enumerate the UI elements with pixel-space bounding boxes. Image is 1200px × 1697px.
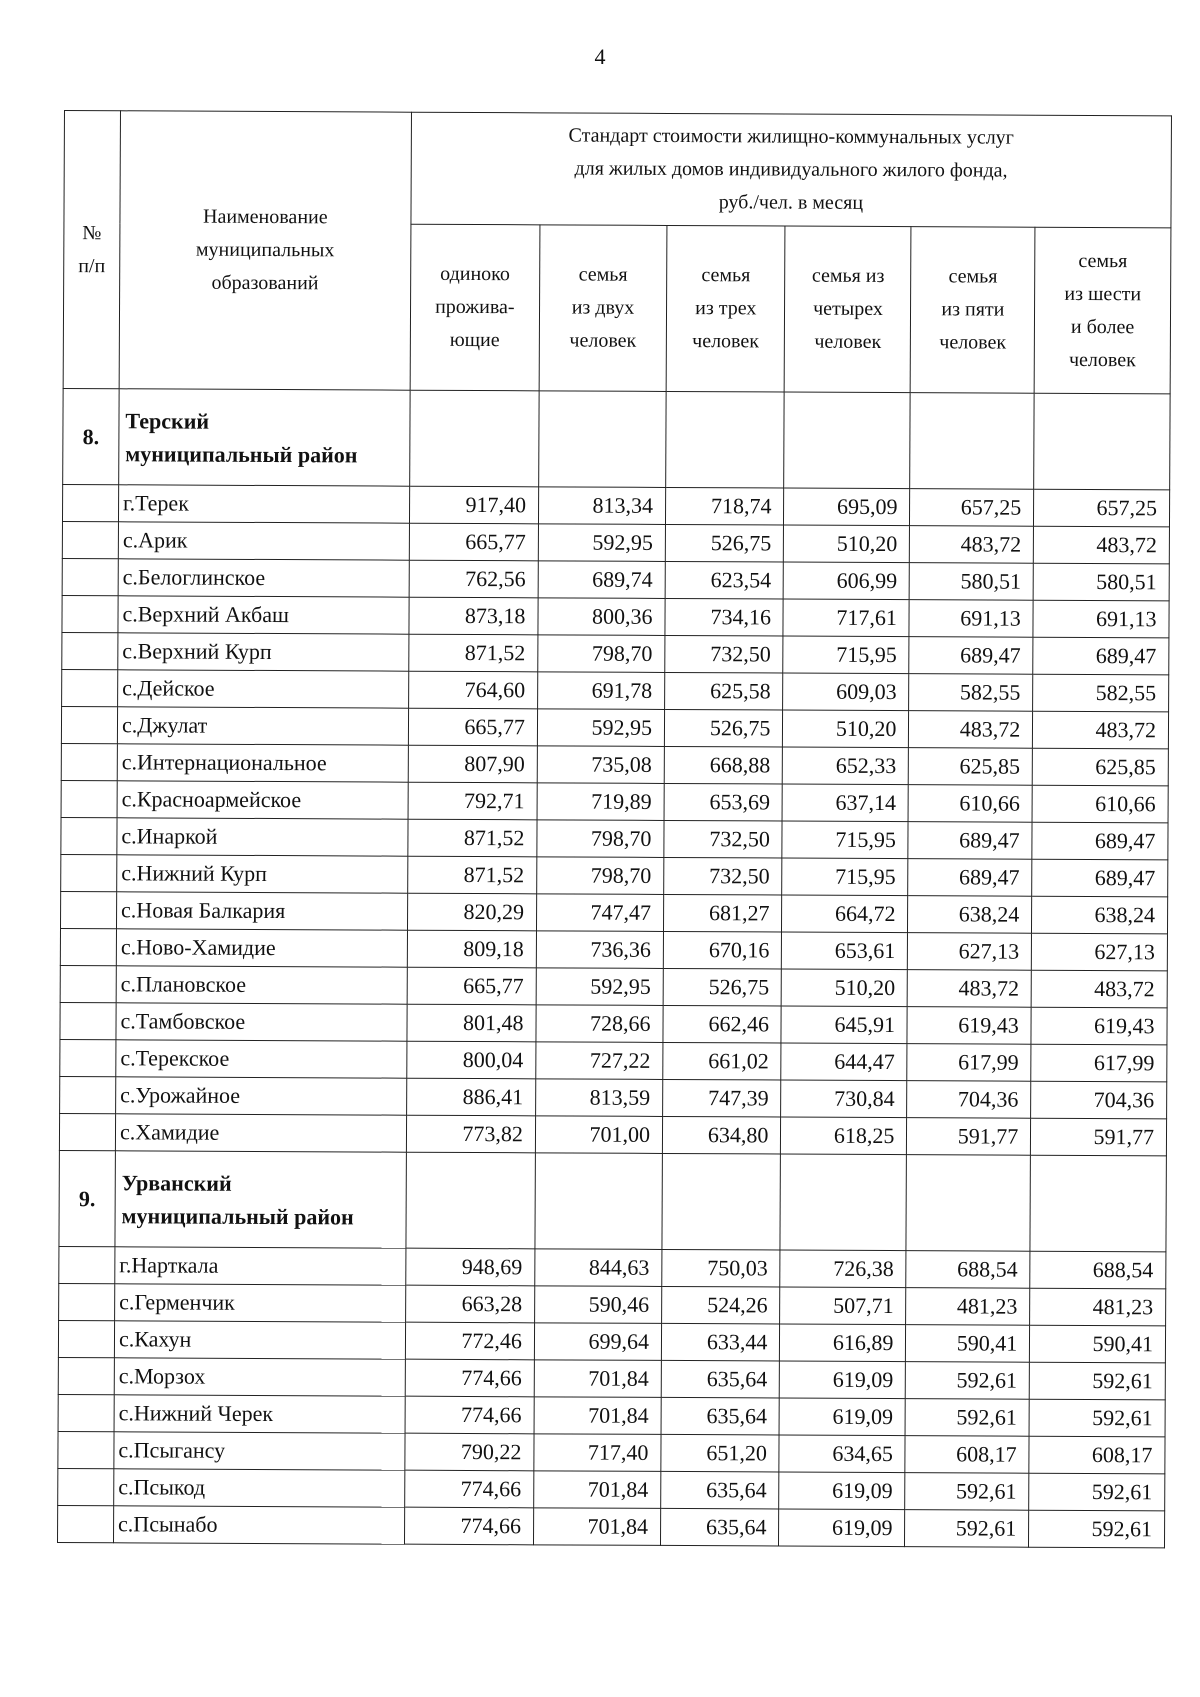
- row-number-cell: [62, 558, 118, 595]
- table-row: [60, 1039, 1167, 1081]
- row-number-cell: [61, 780, 117, 817]
- cost-value: 871,52: [408, 634, 537, 672]
- settlement-name: с.Верхний Акбаш: [118, 596, 409, 634]
- cost-value: 619,43: [907, 1007, 1031, 1045]
- table-row: [59, 1246, 1166, 1288]
- group-title: Терский муниципальный район: [119, 389, 410, 486]
- table-header: [63, 111, 1171, 394]
- row-number-cell: [61, 854, 117, 891]
- cost-value: 619,09: [779, 1398, 905, 1436]
- row-number-cell: [58, 1468, 114, 1505]
- document-sheet: [57, 110, 1172, 1548]
- cost-value: 701,84: [533, 1508, 660, 1546]
- cost-value: 634,80: [662, 1116, 781, 1154]
- cost-value: 704,36: [1031, 1081, 1167, 1119]
- table-row: [59, 1113, 1166, 1155]
- settlement-name: с.Плановское: [116, 966, 407, 1004]
- table-row: [60, 1002, 1167, 1044]
- cost-value: 701,84: [534, 1397, 661, 1435]
- cost-value: 873,18: [409, 597, 538, 635]
- table-row: [62, 484, 1169, 526]
- cost-value: 483,72: [1031, 970, 1167, 1008]
- cost-value: 772,46: [405, 1322, 534, 1360]
- header-col-six: семья из шести и более человек: [1034, 227, 1171, 394]
- cost-value: 728,66: [536, 1005, 663, 1043]
- cost-value: 580,51: [910, 563, 1034, 601]
- cost-value: 657,25: [910, 489, 1034, 527]
- cost-value: 704,36: [907, 1081, 1031, 1119]
- table-row: [61, 891, 1168, 933]
- cost-value: 871,52: [407, 856, 536, 894]
- cost-value: 619,09: [779, 1472, 905, 1510]
- settlement-name: с.Тамбовское: [116, 1003, 407, 1041]
- cost-value: 730,84: [781, 1080, 907, 1118]
- group-empty-cell: [780, 1154, 906, 1251]
- table-row: [60, 965, 1167, 1007]
- cost-value: 481,23: [906, 1288, 1030, 1326]
- group-number: 9.: [59, 1150, 115, 1246]
- settlement-name: с.Герменчик: [115, 1284, 406, 1322]
- cost-value: 592,95: [537, 709, 664, 747]
- table-row: [57, 1505, 1164, 1547]
- cost-value: 886,41: [406, 1078, 535, 1116]
- cost-value: 813,34: [538, 487, 665, 525]
- cost-value: 701,84: [534, 1471, 661, 1509]
- table-row: [62, 632, 1169, 674]
- cost-value: 483,72: [909, 711, 1033, 749]
- cost-value: 526,75: [665, 524, 784, 562]
- row-number-cell: [62, 484, 118, 521]
- cost-value: 798,70: [538, 635, 665, 673]
- group-number: 8.: [63, 388, 119, 484]
- cost-value: 510,20: [783, 710, 909, 748]
- cost-value: 633,44: [661, 1323, 780, 1361]
- cost-value: 637,14: [782, 784, 908, 822]
- cost-value: 592,61: [905, 1473, 1029, 1511]
- cost-value: 718,74: [665, 487, 784, 525]
- cost-value: 691,13: [909, 600, 1033, 638]
- group-empty-cell: [906, 1155, 1030, 1252]
- cost-value: 635,64: [660, 1508, 779, 1546]
- cost-value: 665,77: [408, 708, 537, 746]
- row-number-cell: [58, 1394, 114, 1431]
- settlement-name: с.Ново-Хамидие: [116, 929, 407, 967]
- settlement-name: с.Нижний Черек: [114, 1395, 405, 1433]
- group-empty-cell: [1034, 393, 1170, 490]
- group-empty-cell: [784, 392, 910, 489]
- settlement-name: с.Красноармейское: [117, 781, 408, 819]
- cost-value: 526,75: [664, 709, 783, 747]
- group-row: [59, 1150, 1166, 1251]
- settlement-name: с.Новая Балкария: [116, 892, 407, 930]
- cost-value: 580,51: [1033, 563, 1169, 601]
- cost-value: 635,64: [661, 1471, 780, 1509]
- cost-value: 717,40: [534, 1434, 661, 1472]
- settlement-name: с.Терекское: [116, 1040, 407, 1078]
- cost-value: 665,77: [409, 523, 538, 561]
- settlement-name: г.Терек: [118, 485, 409, 523]
- cost-value: 644,47: [781, 1043, 907, 1081]
- row-number-cell: [62, 595, 118, 632]
- cost-value: 510,20: [782, 969, 908, 1007]
- table-row: [62, 521, 1169, 563]
- row-number-cell: [61, 891, 117, 928]
- cost-value: 592,61: [906, 1362, 1030, 1400]
- table-row: [58, 1431, 1165, 1473]
- table-row: [61, 854, 1168, 896]
- cost-value: 689,47: [909, 637, 1033, 675]
- settlement-name: с.Джулат: [117, 707, 408, 745]
- cost-value: 736,36: [536, 931, 663, 969]
- cost-value: 774,66: [404, 1470, 533, 1508]
- cost-value: 592,61: [1029, 1473, 1165, 1511]
- group-row: [63, 388, 1170, 489]
- row-number-cell: [61, 706, 117, 743]
- cost-value: 483,72: [1034, 526, 1170, 564]
- group-empty-cell: [666, 391, 785, 488]
- table-row: [61, 780, 1168, 822]
- cost-value: 510,20: [784, 525, 910, 563]
- cost-value: 800,04: [406, 1041, 535, 1079]
- settlement-name: с.Дейское: [118, 670, 409, 708]
- cost-value: 592,61: [1029, 1510, 1165, 1548]
- cost-value: 645,91: [781, 1006, 907, 1044]
- cost-value: 616,89: [780, 1324, 906, 1362]
- cost-value: 662,46: [663, 1005, 782, 1043]
- cost-value: 735,08: [537, 746, 664, 784]
- row-number-cell: [62, 669, 118, 706]
- cost-value: 688,54: [1030, 1251, 1166, 1289]
- cost-value: 689,47: [908, 822, 1032, 860]
- row-number-cell: [58, 1431, 114, 1468]
- settlement-name: с.Псынабо: [113, 1506, 404, 1544]
- cost-value: 652,33: [783, 747, 909, 785]
- cost-value: 592,95: [538, 524, 665, 562]
- cost-value: 734,16: [665, 598, 784, 636]
- cost-value: 750,03: [662, 1249, 781, 1287]
- group-empty-cell: [662, 1153, 781, 1250]
- cost-value: 691,13: [1033, 600, 1169, 638]
- cost-value: 798,70: [537, 820, 664, 858]
- header-col-single: одиноко прожива- ющие: [410, 224, 540, 391]
- cost-value: 582,55: [1033, 674, 1169, 712]
- row-number-cell: [60, 965, 116, 1002]
- cost-value: 764,60: [408, 671, 537, 709]
- group-title: Урванский муниципальный район: [115, 1151, 406, 1248]
- cost-value: 715,95: [782, 858, 908, 896]
- cost-value: 617,99: [907, 1044, 1031, 1082]
- row-number-cell: [58, 1320, 114, 1357]
- cost-value: 657,25: [1034, 489, 1170, 527]
- header-cost-standard: Стандарт стоимости жилищно-коммунальных услуг для жилых домов индивидуального жилого фонда, руб./чел. в месяц: [411, 112, 1172, 228]
- cost-value: 701,84: [534, 1360, 661, 1398]
- cost-value: 732,50: [665, 635, 784, 673]
- cost-value: 635,64: [661, 1397, 780, 1435]
- cost-value: 592,61: [905, 1510, 1029, 1548]
- cost-value: 592,61: [905, 1399, 1029, 1437]
- cost-value: 792,71: [408, 782, 537, 820]
- cost-value: 689,47: [1033, 637, 1169, 675]
- cost-value: 665,77: [407, 967, 536, 1005]
- cost-value: 608,17: [905, 1436, 1029, 1474]
- table-row: [62, 595, 1169, 637]
- settlement-name: с.Псыгансу: [114, 1432, 405, 1470]
- header-col-three: семья из трех человек: [666, 225, 785, 392]
- group-empty-cell: [1030, 1155, 1166, 1252]
- cost-value: 653,69: [664, 783, 783, 821]
- cost-value: 917,40: [409, 486, 538, 524]
- table-row: [62, 669, 1169, 711]
- settlement-name: с.Верхний Курп: [118, 633, 409, 671]
- cost-value: 800,36: [538, 598, 665, 636]
- table-row: [61, 743, 1168, 785]
- cost-value: 820,29: [407, 893, 536, 931]
- cost-value: 809,18: [407, 930, 536, 968]
- cost-value: 591,77: [907, 1118, 1031, 1156]
- cost-value: 695,09: [784, 488, 910, 526]
- cost-value: 670,16: [663, 931, 782, 969]
- cost-value: 483,72: [908, 970, 1032, 1008]
- cost-value: 773,82: [406, 1115, 535, 1153]
- page-number: 4: [594, 44, 606, 69]
- table-row: [58, 1320, 1165, 1362]
- cost-value: 617,99: [1031, 1044, 1167, 1082]
- cost-value: 582,55: [909, 674, 1033, 712]
- cost-value: 610,66: [1032, 785, 1168, 823]
- cost-value: 507,71: [780, 1287, 906, 1325]
- cost-value: 483,72: [1033, 711, 1169, 749]
- row-number-cell: [61, 743, 117, 780]
- row-number-cell: [59, 1283, 115, 1320]
- cost-value: 592,61: [1029, 1362, 1165, 1400]
- table-row: [58, 1357, 1165, 1399]
- cost-value: 871,52: [408, 819, 537, 857]
- cost-value: 653,61: [782, 932, 908, 970]
- table-row: [62, 558, 1169, 600]
- cost-value: 732,50: [664, 857, 783, 895]
- cost-value: 651,20: [661, 1434, 780, 1472]
- cost-value: 625,85: [1032, 748, 1168, 786]
- cost-value: 719,89: [537, 783, 664, 821]
- cost-value: 627,13: [908, 933, 1032, 971]
- cost-value: 715,95: [782, 821, 908, 859]
- cost-value: 774,66: [405, 1396, 534, 1434]
- row-number-cell: [57, 1505, 113, 1542]
- cost-value: 619,09: [779, 1509, 905, 1547]
- cost-value: 608,17: [1029, 1436, 1165, 1474]
- row-number-cell: [58, 1357, 114, 1394]
- settlement-name: с.Хамидие: [115, 1114, 406, 1152]
- cost-value: 627,13: [1032, 933, 1168, 971]
- cost-value: 681,27: [663, 894, 782, 932]
- cost-value: 747,39: [663, 1079, 782, 1117]
- cost-value: 689,74: [538, 561, 665, 599]
- header-col-four: семья из четырех человек: [785, 226, 912, 393]
- cost-value: 807,90: [408, 745, 537, 783]
- cost-value: 747,47: [536, 894, 663, 932]
- cost-value: 483,72: [910, 526, 1034, 564]
- settlement-name: с.Арик: [118, 522, 409, 560]
- row-number-cell: [62, 521, 118, 558]
- cost-value: 689,47: [1032, 859, 1168, 897]
- group-empty-cell: [910, 393, 1034, 490]
- cost-value: 726,38: [780, 1250, 906, 1288]
- settlement-name: с.Кахун: [114, 1321, 405, 1359]
- cost-value: 790,22: [405, 1433, 534, 1471]
- cost-value: 623,54: [665, 561, 784, 599]
- table-row: [61, 706, 1168, 748]
- settlement-name: с.Морзох: [114, 1358, 405, 1396]
- cost-value: 606,99: [784, 562, 910, 600]
- cost-value: 619,09: [780, 1361, 906, 1399]
- row-number-cell: [60, 1002, 116, 1039]
- cost-value: 691,78: [538, 672, 665, 710]
- settlement-name: с.Псыкод: [114, 1469, 405, 1507]
- cost-value: 732,50: [664, 820, 783, 858]
- table-row: [58, 1394, 1165, 1436]
- header-col-two: семья из двух человек: [539, 225, 667, 392]
- cost-value: 592,61: [1029, 1399, 1165, 1437]
- cost-value: 609,03: [783, 673, 909, 711]
- cost-value: 813,59: [536, 1079, 663, 1117]
- settlement-name: с.Интернациональное: [117, 744, 408, 782]
- cost-value: 524,26: [662, 1286, 781, 1324]
- cost-value: 481,23: [1030, 1288, 1166, 1326]
- cost-value: 591,77: [1031, 1118, 1167, 1156]
- cost-value: 688,54: [906, 1251, 1030, 1289]
- cost-value: 717,61: [783, 599, 909, 637]
- cost-value: 526,75: [663, 968, 782, 1006]
- cost-value: 668,88: [664, 746, 783, 784]
- cost-value: 699,64: [534, 1323, 661, 1361]
- housing-cost-table: [57, 110, 1172, 1548]
- cost-value: 798,70: [537, 857, 664, 895]
- cost-value: 592,95: [536, 968, 663, 1006]
- cost-value: 774,66: [405, 1359, 534, 1397]
- settlement-name: с.Инаркой: [117, 818, 408, 856]
- cost-value: 638,24: [908, 896, 1032, 934]
- cost-value: 715,95: [783, 636, 909, 674]
- cost-value: 844,63: [535, 1249, 662, 1287]
- cost-value: 689,47: [908, 859, 1032, 897]
- row-number-cell: [59, 1113, 115, 1150]
- row-number-cell: [60, 1039, 116, 1076]
- header-num: № п/п: [63, 111, 120, 389]
- table-body: [57, 388, 1170, 1547]
- cost-value: 701,00: [535, 1116, 662, 1154]
- row-number-cell: [62, 632, 118, 669]
- row-number-cell: [61, 817, 117, 854]
- cost-value: 590,46: [535, 1286, 662, 1324]
- cost-value: 689,47: [1032, 822, 1168, 860]
- cost-value: 625,58: [665, 672, 784, 710]
- cost-value: 661,02: [663, 1042, 782, 1080]
- cost-value: 635,64: [661, 1360, 780, 1398]
- cost-value: 618,25: [781, 1117, 907, 1155]
- settlement-name: г.Нарткала: [115, 1247, 406, 1285]
- group-empty-cell: [539, 391, 667, 488]
- cost-value: 727,22: [536, 1042, 663, 1080]
- cost-value: 619,43: [1031, 1007, 1167, 1045]
- cost-value: 948,69: [405, 1248, 534, 1286]
- cost-value: 590,41: [906, 1325, 1030, 1363]
- cost-value: 774,66: [404, 1507, 533, 1545]
- group-empty-cell: [406, 1152, 536, 1249]
- cost-value: 634,65: [779, 1435, 905, 1473]
- cost-value: 801,48: [407, 1004, 536, 1042]
- settlement-name: с.Урожайное: [116, 1077, 407, 1115]
- row-number-cell: [60, 928, 116, 965]
- table-row: [59, 1283, 1166, 1325]
- table-row: [60, 1076, 1167, 1118]
- group-empty-cell: [409, 390, 539, 487]
- header-col-five: семья из пяти человек: [911, 227, 1036, 394]
- row-number-cell: [59, 1246, 115, 1283]
- cost-value: 762,56: [409, 560, 538, 598]
- cost-value: 610,66: [908, 785, 1032, 823]
- cost-value: 590,41: [1030, 1325, 1166, 1363]
- cost-value: 625,85: [909, 748, 1033, 786]
- settlement-name: с.Нижний Курп: [117, 855, 408, 893]
- table-row: [60, 928, 1167, 970]
- cost-value: 664,72: [782, 895, 908, 933]
- table-row: [58, 1468, 1165, 1510]
- cost-value: 663,28: [405, 1285, 534, 1323]
- row-number-cell: [60, 1076, 116, 1113]
- group-empty-cell: [535, 1153, 663, 1250]
- header-name: Наименование муниципальных образований: [119, 111, 411, 390]
- cost-value: 638,24: [1032, 896, 1168, 934]
- settlement-name: с.Белоглинское: [118, 559, 409, 597]
- table-row: [61, 817, 1168, 859]
